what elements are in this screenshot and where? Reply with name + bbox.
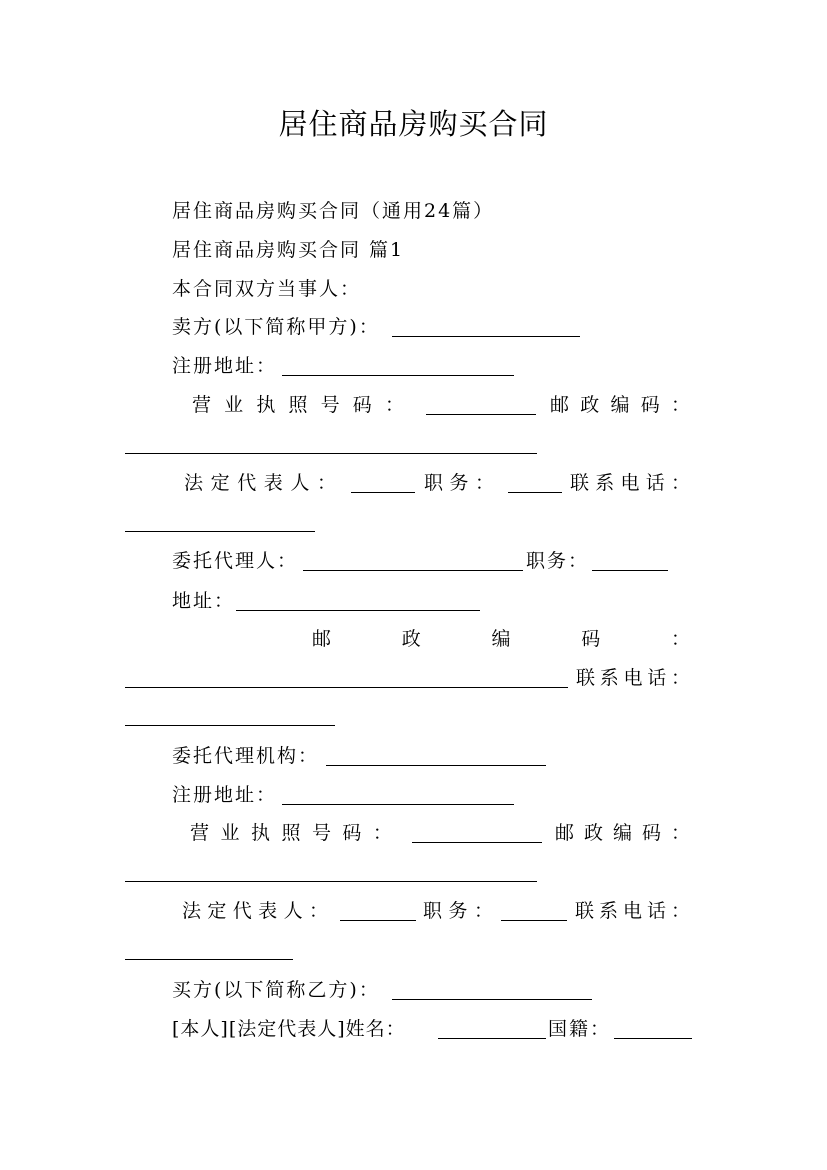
- buyer-blank: [392, 999, 592, 1000]
- seller-agent-position-blank: [592, 570, 668, 571]
- char: 人: [290, 472, 310, 494]
- agency-rep-label: [182, 898, 328, 924]
- char: 邮: [550, 394, 570, 416]
- char: 务: [449, 472, 469, 494]
- char: 号: [311, 822, 331, 844]
- seller-agent-label: 委托代理人：: [172, 550, 299, 572]
- seller-agent-postcode-label: [312, 626, 690, 652]
- seller-rep-label: [184, 470, 336, 496]
- seller-agent-phone-blank: [125, 725, 335, 726]
- char: ：: [670, 394, 690, 416]
- char: 联: [575, 900, 595, 922]
- seller-rep-phone-blank: [125, 531, 315, 532]
- seller-agent-address-blank: [236, 610, 480, 611]
- char: 政: [583, 822, 603, 844]
- document-title: 居住商品房购买合同: [278, 107, 549, 141]
- char: 执: [256, 394, 276, 416]
- seller-rep-position-label: [424, 470, 494, 496]
- char: ：: [670, 900, 690, 922]
- char: 系: [599, 667, 619, 689]
- seller-rep-blank: [351, 492, 415, 493]
- agency-rep-phone-label: [575, 898, 690, 924]
- char: 政: [580, 394, 600, 416]
- seller-agent-phone-label: [576, 665, 690, 691]
- char: ：: [474, 472, 494, 494]
- char: 表: [263, 472, 283, 494]
- char: 话: [647, 667, 667, 689]
- agency-address-blank: [282, 804, 514, 805]
- seller-agent-postcode-blank: [125, 687, 568, 688]
- char: ：: [670, 472, 690, 494]
- char: 代: [232, 900, 252, 922]
- seller-postcode-blank: [125, 453, 537, 454]
- seller-agent-blank: [303, 570, 523, 571]
- char: 职: [423, 900, 443, 922]
- char: ：: [316, 472, 336, 494]
- char: 人: [283, 900, 303, 922]
- seller-rep-position-blank: [508, 492, 562, 493]
- char: ：: [670, 667, 690, 689]
- seller-rep-phone-label: [570, 470, 690, 496]
- seller-label: 卖方(以下简称甲方)：: [172, 316, 380, 338]
- char: 执: [250, 822, 270, 844]
- char: 政: [401, 628, 421, 650]
- agency-postcode-label: [555, 820, 690, 846]
- char: 法: [182, 900, 202, 922]
- char: 码: [640, 394, 660, 416]
- agency-rep-position-blank: [501, 920, 567, 921]
- char: 照: [281, 822, 301, 844]
- seller-blank: [392, 336, 580, 337]
- agency-address-label: 注册地址：: [172, 784, 278, 806]
- seller-license-blank: [426, 414, 536, 415]
- agency-rep-phone-blank: [125, 959, 293, 960]
- buyer-nationality-blank: [614, 1038, 692, 1039]
- char: 联: [570, 472, 590, 494]
- char: 电: [623, 667, 643, 689]
- seller-license-label: [192, 392, 404, 418]
- char: ：: [372, 822, 392, 844]
- seller-postcode-label: [550, 392, 690, 418]
- char: 邮: [312, 628, 332, 650]
- seller-address-blank: [282, 375, 514, 376]
- char: 联: [576, 667, 596, 689]
- buyer-label: 买方(以下简称乙方)：: [172, 979, 380, 1001]
- char: 电: [620, 472, 640, 494]
- char: 编: [612, 822, 632, 844]
- agency-rep-position-label: [423, 898, 493, 924]
- parties-intro: 本合同双方当事人：: [172, 278, 362, 300]
- char: 表: [258, 900, 278, 922]
- char: 业: [224, 394, 244, 416]
- char: 营: [192, 394, 212, 416]
- heading-line-part1: 居住商品房购买合同 篇1: [172, 239, 405, 261]
- char: 定: [210, 472, 230, 494]
- char: 代: [237, 472, 257, 494]
- char: 码: [641, 822, 661, 844]
- agency-rep-blank: [340, 920, 416, 921]
- char: ：: [670, 628, 690, 650]
- seller-address-label: 注册地址：: [172, 355, 278, 377]
- char: 编: [610, 394, 630, 416]
- char: ：: [473, 900, 493, 922]
- char: ：: [384, 394, 404, 416]
- buyer-name-blank: [438, 1038, 546, 1039]
- char: ：: [670, 822, 690, 844]
- char: 职: [424, 472, 444, 494]
- agency-blank: [326, 765, 546, 766]
- char: 话: [646, 900, 666, 922]
- char: 务: [448, 900, 468, 922]
- buyer-name-label: [本人][法定代表人]姓名：: [172, 1018, 406, 1040]
- char: 号: [320, 394, 340, 416]
- agency-postcode-blank: [125, 881, 537, 882]
- char: 编: [491, 628, 511, 650]
- char: 法: [184, 472, 204, 494]
- char: 码: [352, 394, 372, 416]
- char: 定: [207, 900, 227, 922]
- char: 码: [581, 628, 601, 650]
- agency-license-blank: [412, 842, 542, 843]
- char: 话: [645, 472, 665, 494]
- char: 系: [598, 900, 618, 922]
- char: 照: [288, 394, 308, 416]
- char: 营: [190, 822, 210, 844]
- char: 业: [220, 822, 240, 844]
- agency-label: 委托代理机构：: [172, 745, 320, 767]
- char: 系: [595, 472, 615, 494]
- heading-line-collection: 居住商品房购买合同（通用24篇）: [172, 200, 495, 222]
- char: 邮: [555, 822, 575, 844]
- buyer-nationality-label: 国籍：: [548, 1018, 612, 1040]
- char: ：: [308, 900, 328, 922]
- agency-license-label: [190, 820, 392, 846]
- seller-agent-address-label: 地址：: [172, 590, 236, 612]
- char: 电: [622, 900, 642, 922]
- char: 码: [342, 822, 362, 844]
- seller-agent-position-label: 职务：: [526, 550, 590, 572]
